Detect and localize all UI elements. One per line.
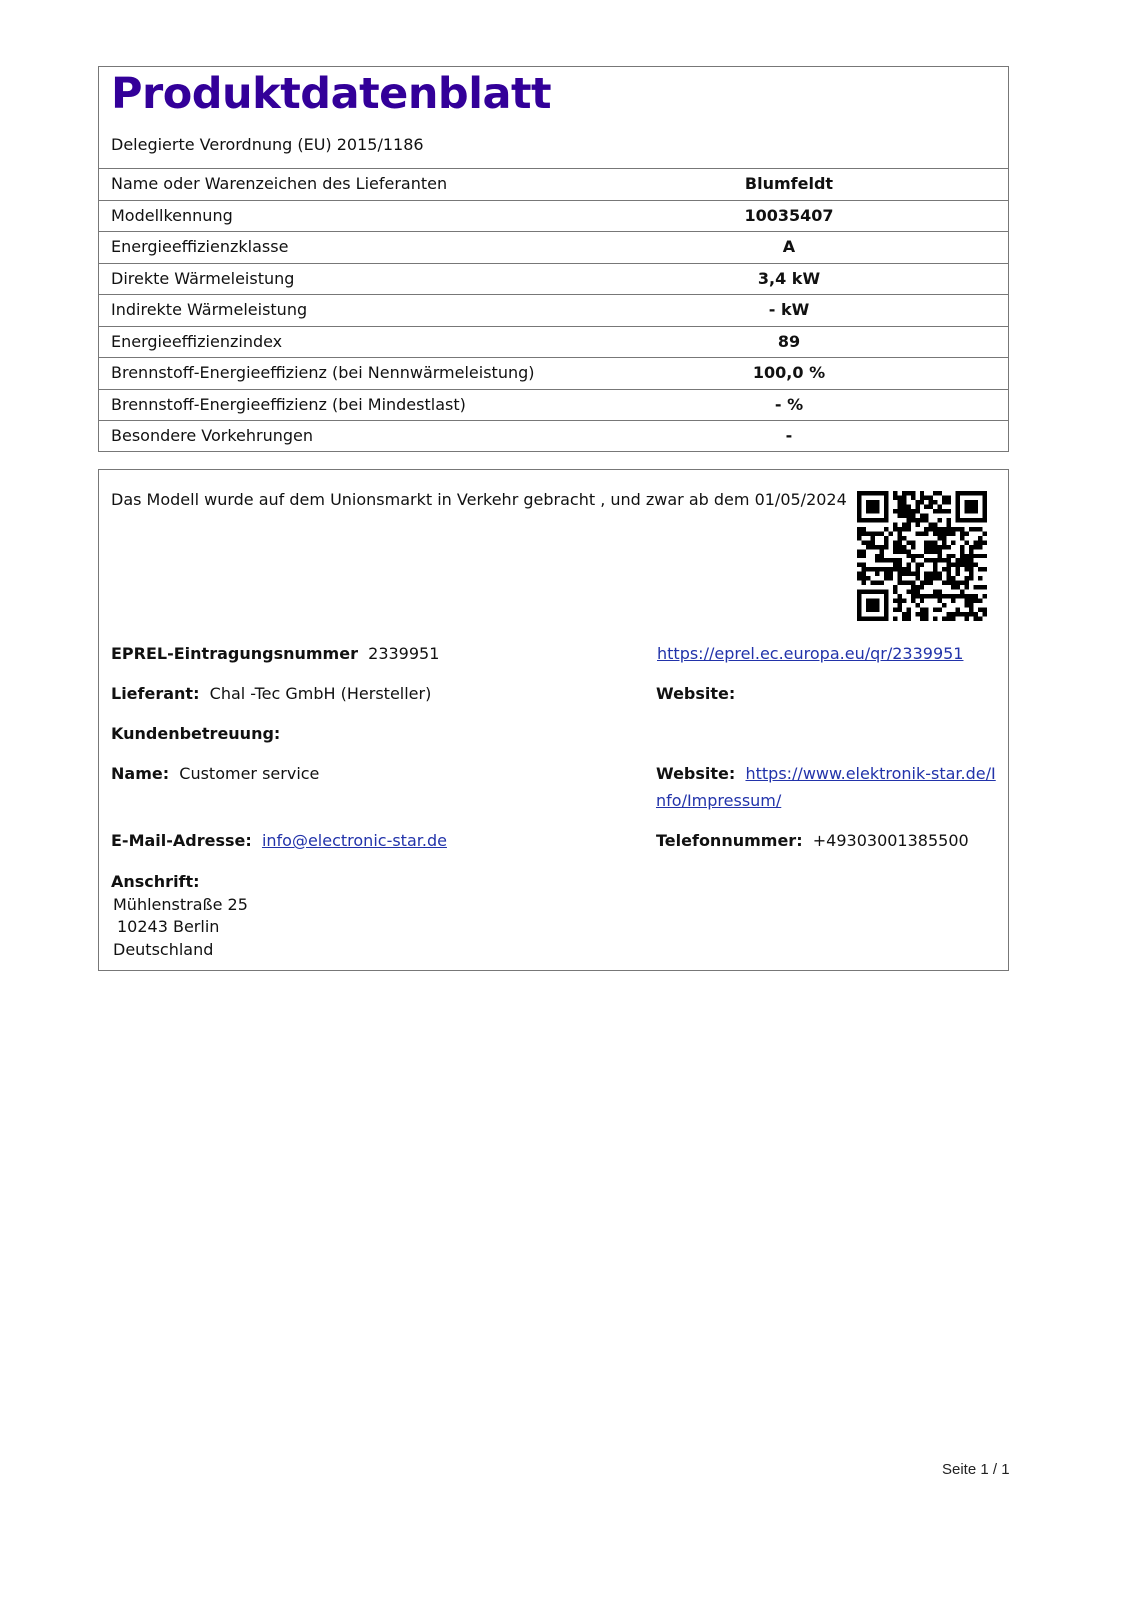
eprel-link[interactable]: https://eprel.ec.europa.eu/qr/2339951 [657,644,964,663]
supplier-info-box [98,469,1009,971]
website-link-line2[interactable]: nfo/Impressum/ [656,791,782,810]
phone-label: Telefonnummer: [656,831,803,850]
row-label: Brennstoff-Energieeffizienz (bei Nennwärmeleistung) [111,363,535,382]
address-label: Anschrift: [111,872,200,891]
eprel-label: EPREL-Eintragungsnummer [111,644,358,663]
name-label: Name: [111,764,170,783]
table-row [99,200,1008,232]
row-label: Modellkennung [111,205,233,225]
eprel-number: 2339951 [368,644,440,663]
row-label: Energieeffizienzindex [111,331,283,351]
row-label: Energieeffizienzklasse [111,237,289,256]
product-data-table [98,66,1009,452]
page-number: Seite 1 / 1 [942,1461,1010,1478]
row-label: Indirekte Wärmeleistung [111,300,308,319]
row-label: Direkte Wärmeleistung [111,268,295,288]
table-row [99,357,1008,389]
website2-label: Website: [656,764,736,783]
table-row [99,294,1008,326]
phone-value: +49303001385500 [812,831,969,850]
table-row [99,326,1008,358]
row-value: - % [774,394,804,414]
market-date-text: Das Modell wurde auf dem Unionsmarkt in Verkehr gebracht , und zwar ab dem 01/05/2024 [111,490,847,509]
name-value: Customer service [179,764,320,783]
row-value: Blumfeldt [744,174,834,193]
table-row [99,263,1008,295]
row-label: Besondere Vorkehrungen [111,426,313,445]
table-row [99,168,1008,200]
row-value: 3,4 kW [757,268,821,288]
address-country: Deutschland [113,940,214,959]
supplier-label: Lieferant: [111,684,200,703]
row-value: 89 [777,331,801,351]
row-label: Brennstoff-Energieeffizienz (bei Mindestlast) [111,394,466,414]
row-value: 100,0 % [752,363,826,382]
row-value: - [785,426,793,445]
table-row [99,231,1008,263]
customer-service-label: Kundenbetreuung: [111,724,281,743]
regulation-subtitle: Delegierte Verordnung (EU) 2015/1186 [111,135,424,154]
supplier-value: Chal -Tec GmbH (Hersteller) [209,684,432,703]
address-street: Mühlenstraße 25 [113,895,248,914]
email-label: E-Mail-Adresse: [111,831,252,850]
table-row [99,420,1008,452]
website-label: Website: [656,684,736,703]
row-value: A [782,237,796,256]
website-link-line1[interactable]: https://www.elektronik-star.de/I [745,764,996,783]
row-value: 10035407 [744,205,834,225]
page-title: Produktdatenblatt [111,69,552,119]
row-value: - kW [768,300,810,319]
table-row [99,389,1008,421]
row-label: Name oder Warenzeichen des Lieferanten [111,174,448,193]
email-link[interactable]: info@electronic-star.de [261,831,447,850]
address-city: 10243 Berlin [117,917,220,936]
qr-code[interactable] [857,491,987,621]
